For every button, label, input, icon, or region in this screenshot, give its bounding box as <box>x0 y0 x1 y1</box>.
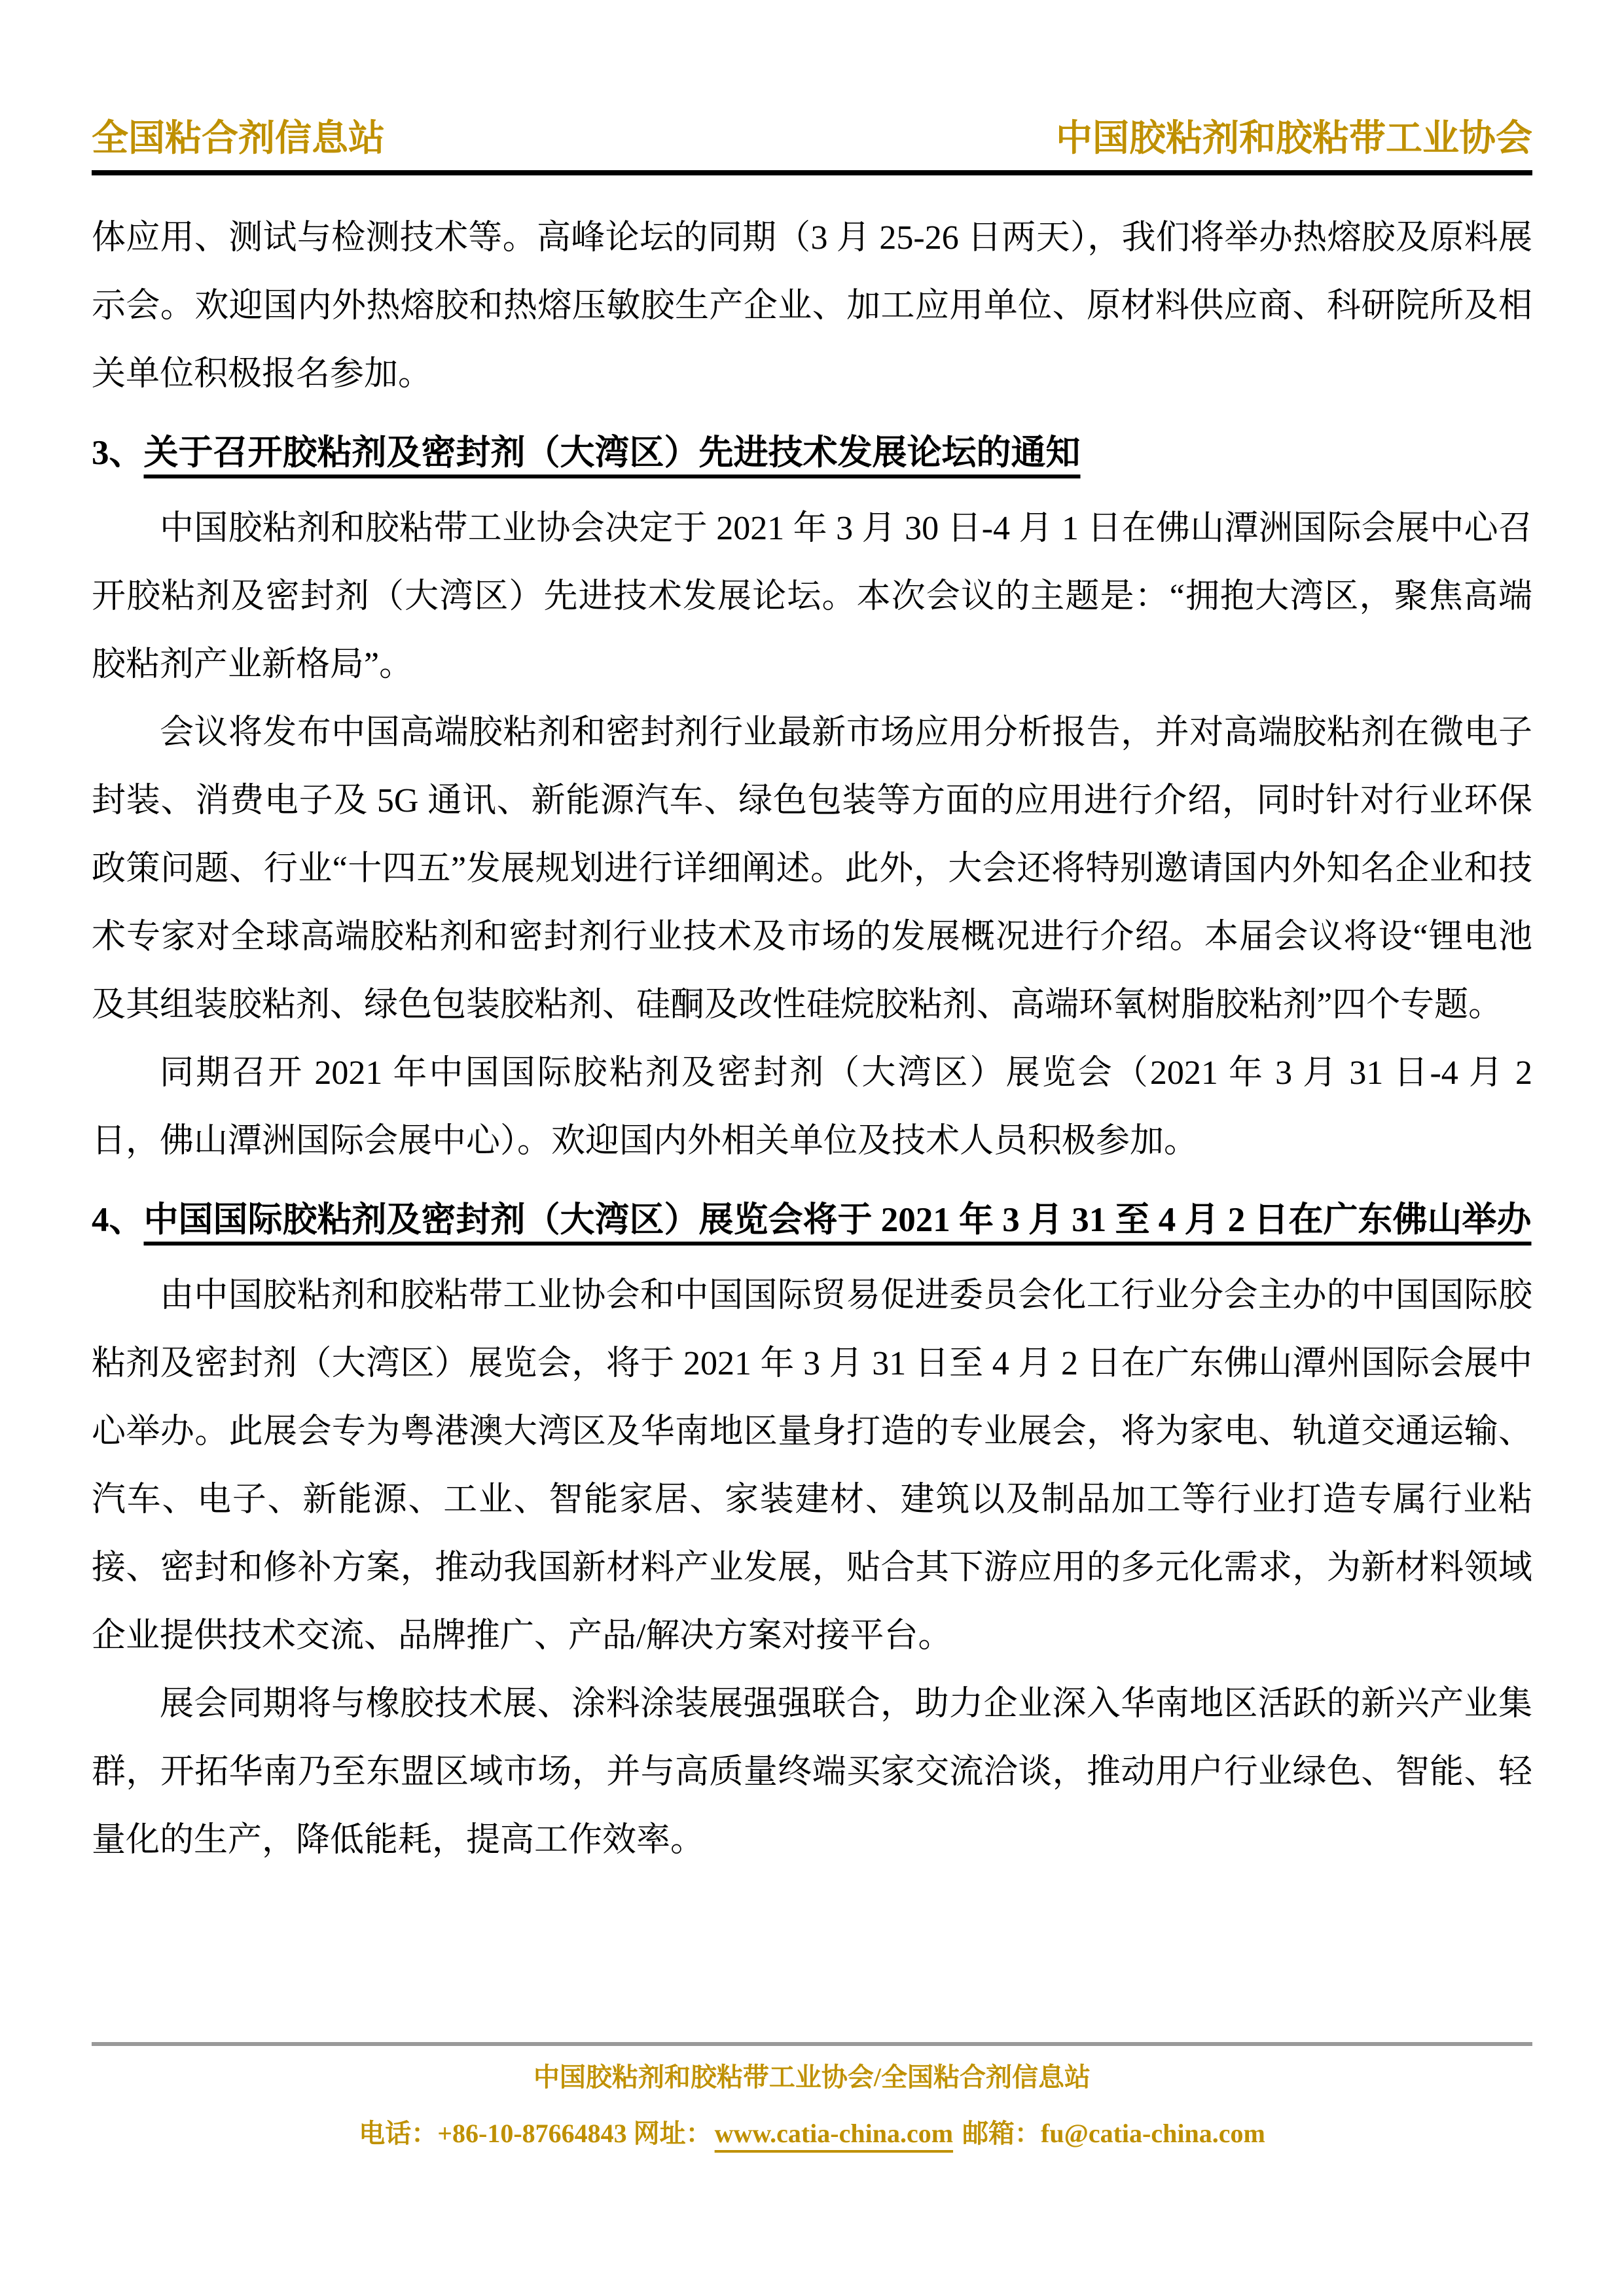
section-3-paragraph-3: 同期召开 2021 年中国国际胶粘剂及密封剂（大湾区）展览会（2021 年 3 月 31 日-4 月 2 日，佛山潭洲国际会展中心）。欢迎国内外相关单位及技术人员积极参加。 <box>92 1054 1532 1160</box>
section-3-paragraph-1: 中国胶粘剂和胶粘带工业协会决定于 2021 年 3 月 30 日-4 月 1 日在佛山潭洲国际会展中心召开胶粘剂及密封剂（大湾区）先进技术发展论坛。本次会议的主题是：“拥抱大湾区，聚焦高端胶粘剂产业新格局”。 <box>92 510 1532 683</box>
header-left-title: 全国粘合剂信息站 <box>92 118 385 159</box>
section-3-number: 3、 <box>92 434 144 472</box>
footer-contact-line <box>92 2118 1532 2149</box>
section-4-title: 中国国际胶粘剂及密封剂（大湾区）展览会将于 2021 年 3 月 31 至 4 月 2 日在广东佛山举办 <box>143 1201 1532 1239</box>
section-4-heading <box>92 1186 1532 1254</box>
section-4-number: 4、 <box>92 1201 144 1239</box>
page-content <box>92 0 1532 1874</box>
document-body <box>92 204 1532 1874</box>
footer-contact-prefix: 电话：+86-10-87664843 网址： <box>359 2119 712 2148</box>
section-3-heading <box>92 419 1532 487</box>
section-4-paragraph-1: 由中国胶粘剂和胶粘带工业协会和中国国际贸易促进委员会化工行业分会主办的中国国际胶粘剂及密封剂（大湾区）展览会，将于 2021 年 3 月 31 日至 4 月 2 日在广东佛山潭州国际会展中心举办。此展会专为粤港澳大湾区及华南地区量身打造的专业展会，将为家电、轨道交通运输、汽车、电子、新能源、工业、智能家居、家装建材、建筑以及制品加工等行业打造专属行业粘接、密封和修补方案，推动我国新材料产业发展，贴合其下游应用的多元化需求，为新材料领域企业提供技术交流、品牌推广、产品/解决方案对接平台。 <box>92 1277 1532 1655</box>
footer-contact-suffix: 邮箱：fu@catia-china.com <box>962 2119 1265 2148</box>
footer-organization: 中国胶粘剂和胶粘带工业协会/全国粘合剂信息站 <box>533 2062 1091 2092</box>
section-3-title: 关于召开胶粘剂及密封剂（大湾区）先进技术发展论坛的通知 <box>143 434 1081 472</box>
header-divider <box>92 170 1532 175</box>
footer-divider <box>92 2042 1532 2046</box>
page-footer <box>92 2042 1532 2149</box>
page-header <box>92 0 1532 165</box>
header-right-title: 中国胶粘剂和胶粘带工业协会 <box>1056 118 1532 159</box>
continuation-paragraph: 体应用、测试与检测技术等。高峰论坛的同期（3 月 25-26 日两天），我们将举办热熔胶及原料展示会。欢迎国内外热熔胶和热熔压敏胶生产企业、加工应用单位、原材料供应商、科研院所及相关单位积极报名参加。 <box>92 219 1532 393</box>
section-4-paragraph-2: 展会同期将与橡胶技术展、涂料涂装展强强联合，助力企业深入华南地区活跃的新兴产业集群，开拓华南乃至东盟区域市场，并与高质量终端买家交流洽谈，推动用户行业绿色、智能、轻量化的生产，降低能耗，提高工作效率。 <box>92 1685 1532 1859</box>
section-3-paragraph-2: 会议将发布中国高端胶粘剂和密封剂行业最新市场应用分析报告，并对高端胶粘剂在微电子封装、消费电子及 5G 通讯、新能源汽车、绿色包装等方面的应用进行介绍，同时针对行业环保政策问题、行业“十四五”发展规划进行详细阐述。此外，大会还将特别邀请国内外知名企业和技术专家对全球高端胶粘剂和密封剂行业技术及市场的发展概况进行介绍。本届会议将设“锂电池及其组装胶粘剂、绿色包装胶粘剂、硅酮及改性硅烷胶粘剂、高端环氧树脂胶粘剂”四个专题。 <box>92 714 1532 1024</box>
footer-website-link[interactable]: www.catia-china.com <box>714 2119 954 2148</box>
